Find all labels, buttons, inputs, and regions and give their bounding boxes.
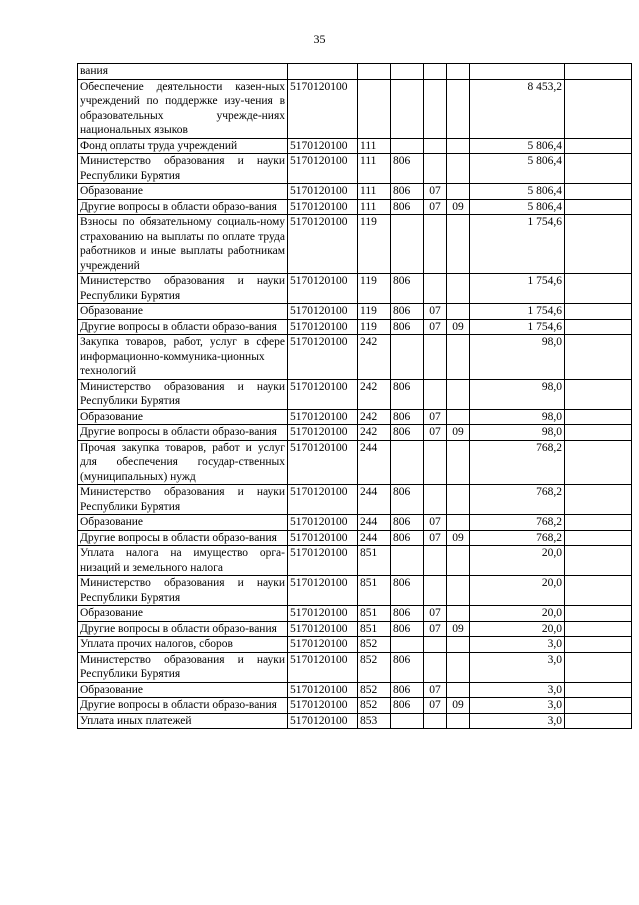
row-pr-cell: 09 [447,698,470,714]
row-name-cell: Другие вопросы в области образо-вания [78,698,288,714]
budget-table-body [78,64,632,729]
row-empty-cell [565,425,632,441]
row-grbs-cell: 806 [391,274,424,304]
row-csr-cell: 5170120100 [288,606,358,622]
row-rz-cell: 07 [424,606,447,622]
row-pr-cell [447,138,470,154]
row-empty-cell [565,138,632,154]
row-sum-cell: 3,0 [470,713,565,729]
row-rz-cell [424,637,447,653]
table-row [78,379,632,409]
row-pr-cell [447,79,470,138]
row-vr-cell: 244 [358,515,391,531]
row-grbs-cell: 806 [391,154,424,184]
row-pr-cell [447,215,470,274]
row-empty-cell [565,409,632,425]
row-rz-cell [424,546,447,576]
row-pr-cell [447,682,470,698]
table-row [78,138,632,154]
row-grbs-cell [391,546,424,576]
row-grbs-cell: 806 [391,485,424,515]
row-vr-cell: 853 [358,713,391,729]
row-grbs-cell: 806 [391,199,424,215]
row-pr-cell [447,274,470,304]
row-vr-cell: 242 [358,379,391,409]
row-vr-cell: 244 [358,530,391,546]
row-sum-cell: 98,0 [470,335,565,380]
row-name-cell: Закупка товаров, работ, услуг в сфере информационно-коммуника-ционных технологий [78,335,288,380]
row-rz-cell: 07 [424,530,447,546]
row-vr-cell [358,64,391,80]
row-vr-cell: 851 [358,606,391,622]
table-row [78,515,632,531]
row-csr-cell: 5170120100 [288,154,358,184]
row-sum-cell: 5 806,4 [470,154,565,184]
table-row [78,64,632,80]
row-pr-cell [447,606,470,622]
row-rz-cell: 07 [424,425,447,441]
row-csr-cell: 5170120100 [288,79,358,138]
row-vr-cell: 852 [358,698,391,714]
row-csr-cell: 5170120100 [288,621,358,637]
row-rz-cell [424,440,447,485]
row-sum-cell: 98,0 [470,409,565,425]
row-name-cell: Уплата прочих налогов, сборов [78,637,288,653]
row-csr-cell: 5170120100 [288,335,358,380]
row-csr-cell: 5170120100 [288,274,358,304]
row-empty-cell [565,379,632,409]
row-csr-cell: 5170120100 [288,319,358,335]
row-grbs-cell: 806 [391,319,424,335]
row-name-cell: Образование [78,606,288,622]
row-empty-cell [565,335,632,380]
row-pr-cell [447,154,470,184]
row-vr-cell: 852 [358,652,391,682]
row-grbs-cell [391,138,424,154]
row-rz-cell [424,652,447,682]
row-empty-cell [565,64,632,80]
row-csr-cell: 5170120100 [288,682,358,698]
row-rz-cell [424,138,447,154]
row-name-cell: Прочая закупка товаров, работ и услуг для обеспечения государ-ственных (муниципальных) нужд [78,440,288,485]
row-empty-cell [565,440,632,485]
table-row [78,637,632,653]
row-grbs-cell [391,335,424,380]
row-vr-cell: 111 [358,199,391,215]
row-pr-cell [447,440,470,485]
row-vr-cell: 119 [358,304,391,320]
row-csr-cell: 5170120100 [288,652,358,682]
row-sum-cell: 98,0 [470,379,565,409]
row-rz-cell: 07 [424,304,447,320]
row-name-cell: Взносы по обязательному социаль-ному страхованию на выплаты по оплате труда работников и иные выплаты работникам учреждений [78,215,288,274]
table-row [78,621,632,637]
row-vr-cell: 244 [358,440,391,485]
row-rz-cell [424,154,447,184]
row-vr-cell: 244 [358,485,391,515]
row-pr-cell [447,304,470,320]
row-vr-cell: 111 [358,138,391,154]
row-rz-cell [424,79,447,138]
row-pr-cell [447,576,470,606]
row-sum-cell [470,64,565,80]
table-row [78,184,632,200]
row-vr-cell: 851 [358,546,391,576]
row-vr-cell: 119 [358,319,391,335]
row-sum-cell: 5 806,4 [470,199,565,215]
table-row [78,319,632,335]
row-sum-cell: 20,0 [470,621,565,637]
table-row [78,335,632,380]
row-rz-cell: 07 [424,319,447,335]
row-empty-cell [565,546,632,576]
row-vr-cell: 852 [358,682,391,698]
row-name-cell: Министерство образования и науки Республики Бурятия [78,576,288,606]
row-pr-cell [447,335,470,380]
table-row [78,409,632,425]
row-csr-cell: 5170120100 [288,425,358,441]
table-row [78,440,632,485]
row-csr-cell: 5170120100 [288,515,358,531]
row-pr-cell: 09 [447,530,470,546]
row-name-cell: Другие вопросы в области образо-вания [78,319,288,335]
row-csr-cell: 5170120100 [288,698,358,714]
row-pr-cell [447,637,470,653]
row-empty-cell [565,606,632,622]
row-pr-cell: 09 [447,425,470,441]
table-row [78,698,632,714]
row-empty-cell [565,515,632,531]
table-row [78,154,632,184]
row-vr-cell: 242 [358,425,391,441]
row-empty-cell [565,215,632,274]
row-name-cell: Образование [78,409,288,425]
row-sum-cell: 8 453,2 [470,79,565,138]
row-name-cell: Уплата налога на имущество орга-низаций и земельного налога [78,546,288,576]
table-row [78,713,632,729]
row-sum-cell: 1 754,6 [470,274,565,304]
row-csr-cell: 5170120100 [288,530,358,546]
row-sum-cell: 98,0 [470,425,565,441]
row-sum-cell: 3,0 [470,637,565,653]
table-row [78,576,632,606]
row-name-cell: вания [78,64,288,80]
row-vr-cell: 851 [358,621,391,637]
row-pr-cell [447,546,470,576]
row-rz-cell [424,576,447,606]
row-grbs-cell: 806 [391,530,424,546]
row-empty-cell [565,621,632,637]
row-sum-cell: 768,2 [470,530,565,546]
table-row [78,546,632,576]
row-pr-cell [447,652,470,682]
row-csr-cell: 5170120100 [288,440,358,485]
row-csr-cell: 5170120100 [288,138,358,154]
row-grbs-cell [391,440,424,485]
row-csr-cell: 5170120100 [288,379,358,409]
row-grbs-cell: 806 [391,425,424,441]
row-name-cell: Другие вопросы в области образо-вания [78,530,288,546]
page-number: 35 [313,32,326,46]
table-row [78,304,632,320]
row-sum-cell: 768,2 [470,440,565,485]
row-sum-cell: 1 754,6 [470,319,565,335]
row-vr-cell: 111 [358,184,391,200]
row-grbs-cell: 806 [391,682,424,698]
row-csr-cell: 5170120100 [288,215,358,274]
row-grbs-cell: 806 [391,606,424,622]
table-row [78,682,632,698]
row-empty-cell [565,682,632,698]
row-empty-cell [565,485,632,515]
row-empty-cell [565,319,632,335]
row-name-cell: Министерство образования и науки Республики Бурятия [78,154,288,184]
row-sum-cell: 5 806,4 [470,184,565,200]
row-empty-cell [565,698,632,714]
row-rz-cell [424,215,447,274]
row-name-cell: Другие вопросы в области образо-вания [78,199,288,215]
row-grbs-cell [391,64,424,80]
row-grbs-cell [391,215,424,274]
row-empty-cell [565,304,632,320]
row-rz-cell: 07 [424,621,447,637]
row-pr-cell [447,515,470,531]
table-row [78,215,632,274]
row-sum-cell: 768,2 [470,515,565,531]
row-sum-cell: 20,0 [470,546,565,576]
table-row [78,485,632,515]
row-grbs-cell: 806 [391,621,424,637]
row-grbs-cell: 806 [391,184,424,200]
row-name-cell: Образование [78,184,288,200]
row-grbs-cell [391,713,424,729]
row-sum-cell: 768,2 [470,485,565,515]
row-name-cell: Образование [78,515,288,531]
row-sum-cell: 3,0 [470,652,565,682]
row-csr-cell: 5170120100 [288,184,358,200]
row-rz-cell: 07 [424,184,447,200]
row-pr-cell: 09 [447,621,470,637]
row-name-cell: Образование [78,304,288,320]
row-sum-cell: 3,0 [470,682,565,698]
row-grbs-cell: 806 [391,515,424,531]
row-pr-cell [447,184,470,200]
row-grbs-cell [391,637,424,653]
row-name-cell: Другие вопросы в области образо-вания [78,425,288,441]
row-grbs-cell [391,79,424,138]
row-vr-cell: 119 [358,215,391,274]
row-rz-cell [424,64,447,80]
table-row [78,530,632,546]
table-row [78,606,632,622]
row-grbs-cell: 806 [391,652,424,682]
row-vr-cell: 119 [358,274,391,304]
table-row [78,274,632,304]
row-csr-cell: 5170120100 [288,576,358,606]
row-empty-cell [565,530,632,546]
row-sum-cell: 3,0 [470,698,565,714]
row-empty-cell [565,79,632,138]
budget-table [77,63,632,729]
row-csr-cell: 5170120100 [288,199,358,215]
table-row [78,652,632,682]
row-grbs-cell: 806 [391,576,424,606]
row-vr-cell: 852 [358,637,391,653]
row-pr-cell [447,64,470,80]
row-name-cell: Уплата иных платежей [78,713,288,729]
row-name-cell: Министерство образования и науки Республики Бурятия [78,485,288,515]
row-rz-cell [424,713,447,729]
row-sum-cell: 1 754,6 [470,215,565,274]
row-grbs-cell: 806 [391,698,424,714]
row-pr-cell [447,485,470,515]
row-empty-cell [565,652,632,682]
row-name-cell: Другие вопросы в области образо-вания [78,621,288,637]
row-name-cell: Образование [78,682,288,698]
row-rz-cell: 07 [424,409,447,425]
row-name-cell: Обеспечение деятельности казен-ных учреждений по поддержке изу-чения в образовательных учрежде-ниях национальных языков [78,79,288,138]
row-pr-cell: 09 [447,199,470,215]
row-csr-cell: 5170120100 [288,304,358,320]
row-rz-cell: 07 [424,515,447,531]
row-empty-cell [565,199,632,215]
row-pr-cell [447,379,470,409]
row-csr-cell: 5170120100 [288,485,358,515]
table-row [78,199,632,215]
row-name-cell: Министерство образования и науки Республики Бурятия [78,652,288,682]
row-rz-cell: 07 [424,698,447,714]
table-row [78,79,632,138]
row-sum-cell: 20,0 [470,606,565,622]
row-vr-cell: 111 [358,154,391,184]
row-sum-cell: 20,0 [470,576,565,606]
row-grbs-cell: 806 [391,304,424,320]
row-sum-cell: 5 806,4 [470,138,565,154]
row-empty-cell [565,184,632,200]
row-empty-cell [565,274,632,304]
row-rz-cell [424,485,447,515]
row-pr-cell: 09 [447,319,470,335]
row-vr-cell: 242 [358,335,391,380]
row-grbs-cell: 806 [391,409,424,425]
row-empty-cell [565,637,632,653]
row-csr-cell: 5170120100 [288,637,358,653]
row-empty-cell [565,576,632,606]
row-empty-cell [565,713,632,729]
row-vr-cell: 851 [358,576,391,606]
row-name-cell: Министерство образования и науки Республики Бурятия [78,274,288,304]
row-rz-cell: 07 [424,199,447,215]
row-grbs-cell: 806 [391,379,424,409]
row-vr-cell: 242 [358,409,391,425]
row-rz-cell [424,379,447,409]
row-csr-cell: 5170120100 [288,546,358,576]
table-row [78,425,632,441]
row-rz-cell [424,335,447,380]
row-rz-cell [424,274,447,304]
row-name-cell: Фонд оплаты труда учреждений [78,138,288,154]
row-pr-cell [447,409,470,425]
row-name-cell: Министерство образования и науки Республики Бурятия [78,379,288,409]
row-vr-cell [358,79,391,138]
row-csr-cell: 5170120100 [288,713,358,729]
row-pr-cell [447,713,470,729]
row-empty-cell [565,154,632,184]
row-csr-cell [288,64,358,80]
row-sum-cell: 1 754,6 [470,304,565,320]
row-csr-cell: 5170120100 [288,409,358,425]
row-rz-cell: 07 [424,682,447,698]
